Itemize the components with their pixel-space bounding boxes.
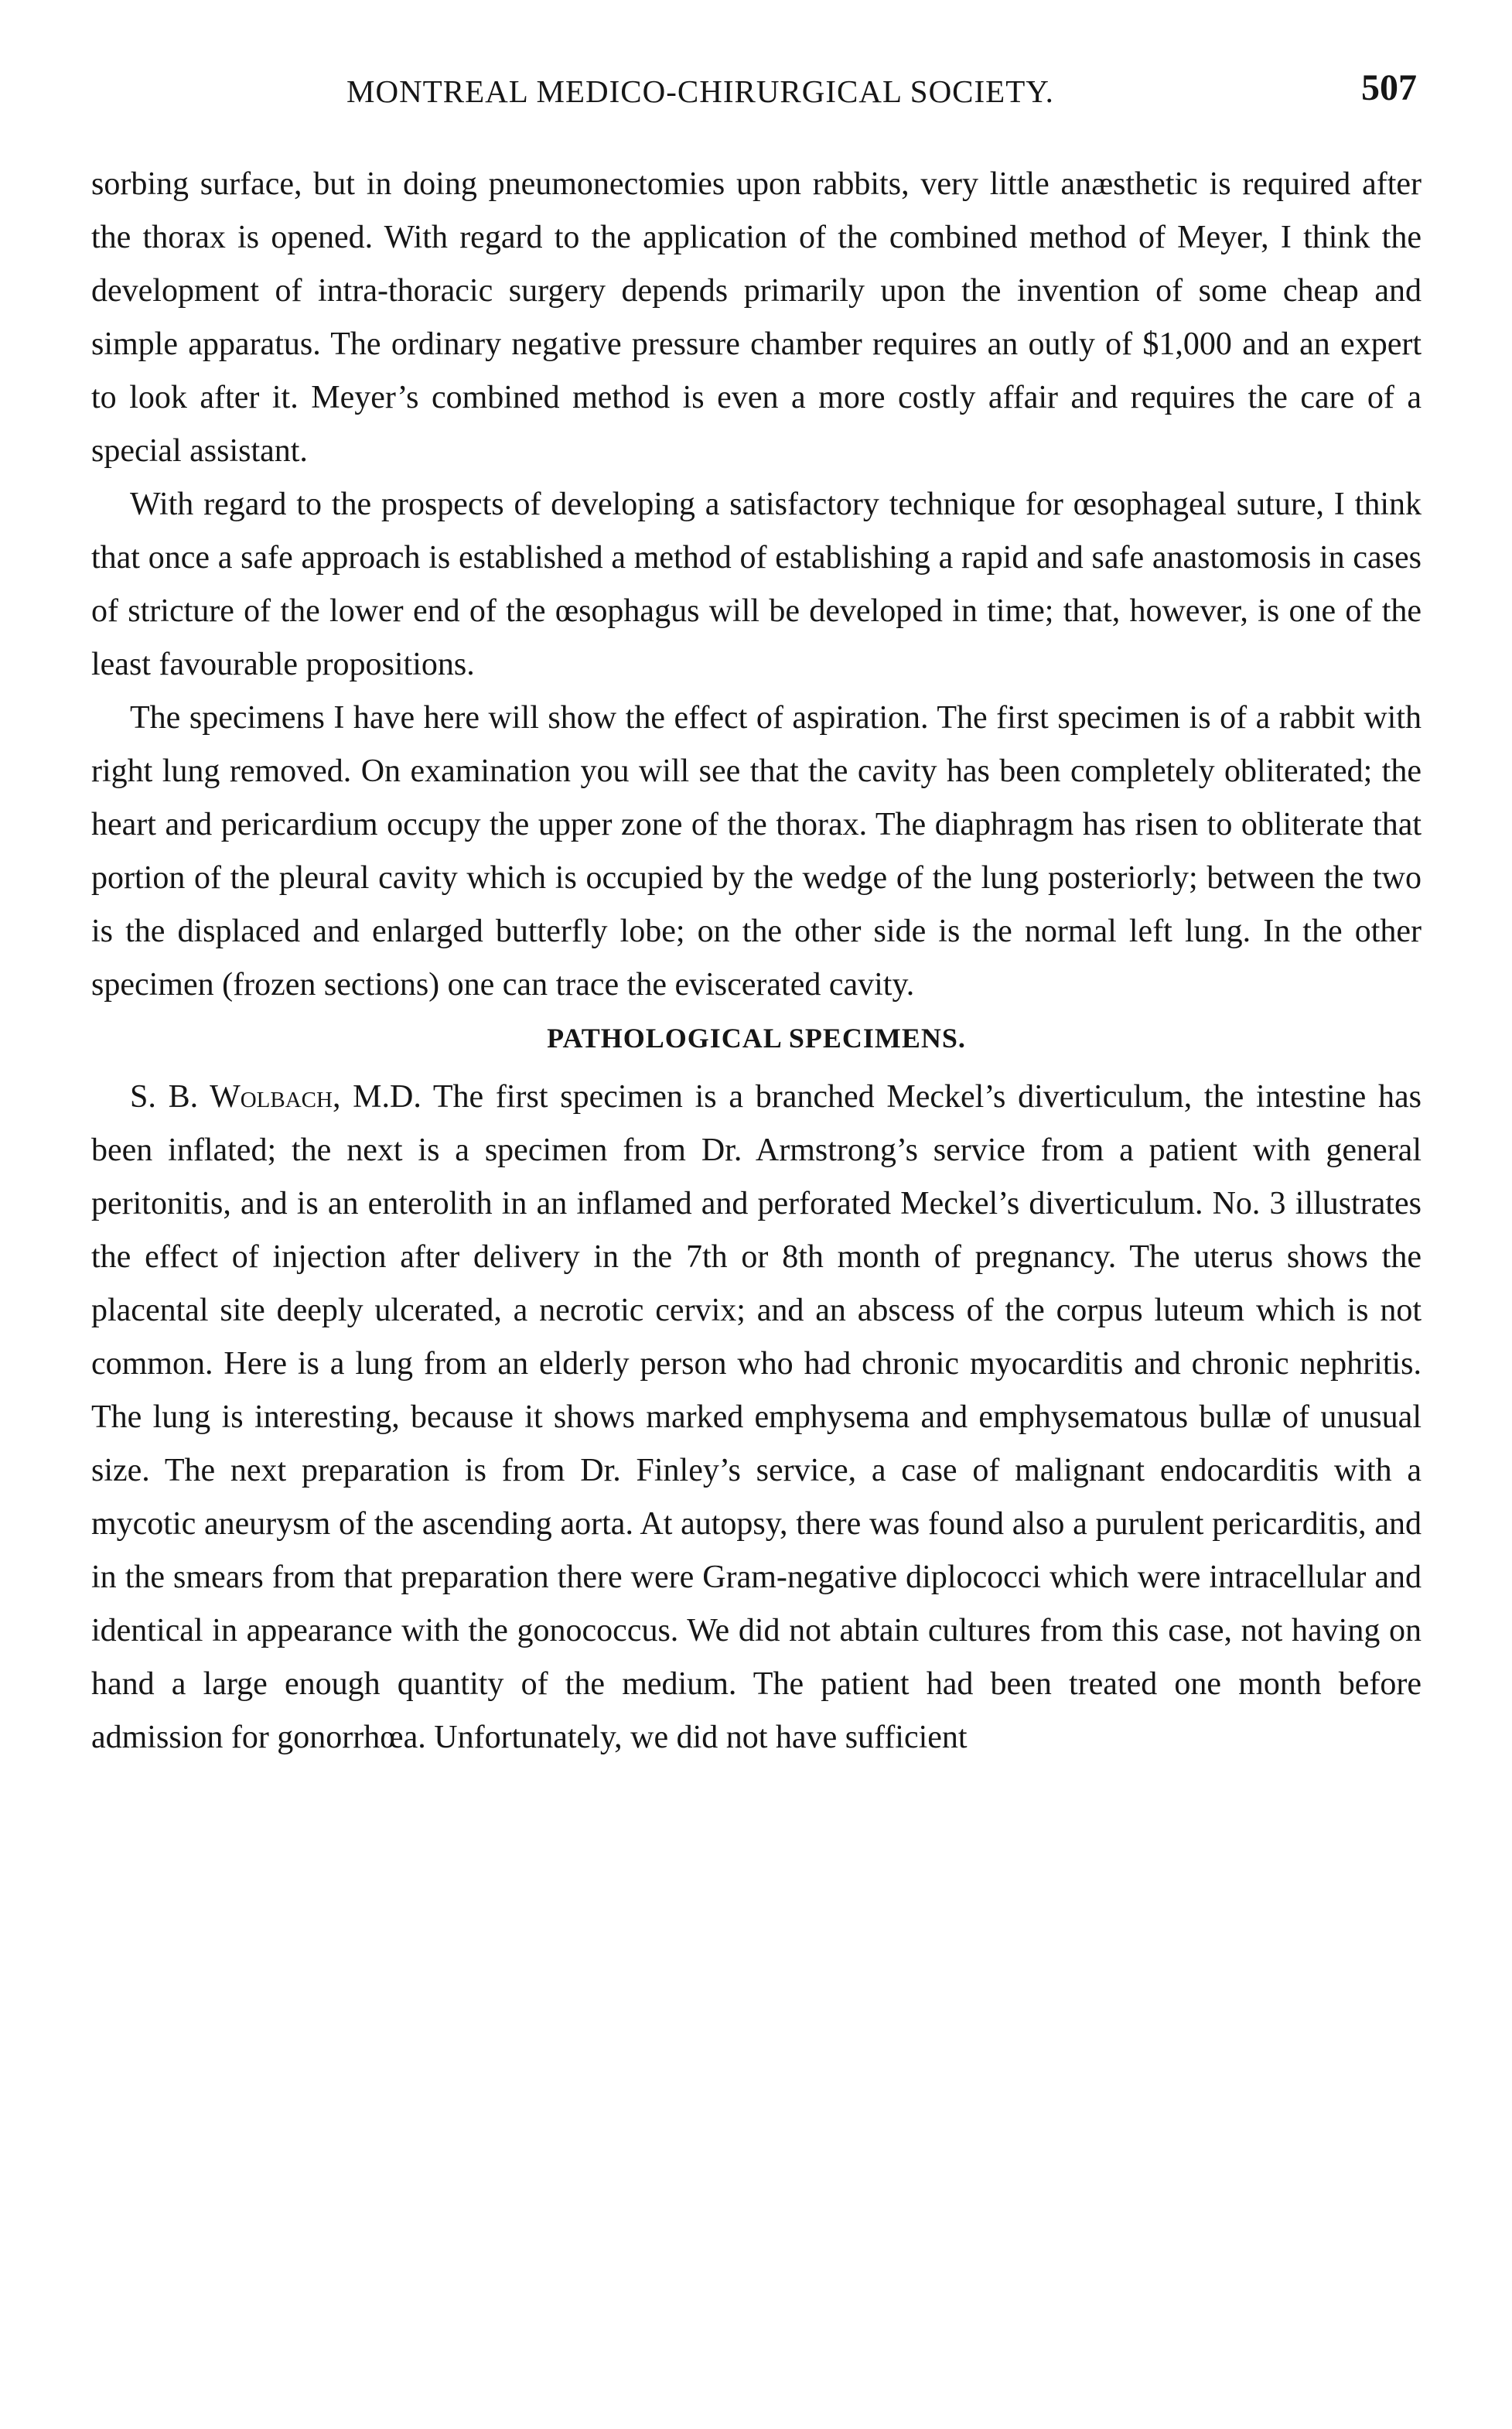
author-name: S. B. Wolbach, M.D. [130, 1079, 422, 1115]
page [91, 67, 1422, 1765]
paragraph-pathological-specimens [91, 1071, 1422, 1765]
running-title: MONTREAL MEDICO-CHIRURGICAL SOCIETY. [346, 73, 1054, 109]
pathological-specimens-text: The first specimen is a branched Meckel’s diverticulum, the intestine has been inflated; the next is a specimen from Dr. Armstrong’s service from a patient with general peritonitis, and is an enterolith in an inflamed and perforated Meckel’s diverticulum. No. 3 illustrates the effect of injection after delivery in the 7th or 8th month of pregnancy. The uterus shows the placental site deeply ulcerated, a necrotic cervix; and an abscess of the corpus luteum which is not common. Here is a lung from an elderly person who had chronic myocarditis and chronic nephritis. The lung is interesting, because it shows marked emphysema and emphysematous bullæ of unusual size. The next preparation is from Dr. Finley’s service, a case of malignant endocarditis with a mycotic aneurysm of the ascending aorta. At autopsy, there was found also a purulent pericarditis, and in the smears from that preparation there were Gram-negative diplococci which were intracellular and identical in appearance with the gonococcus. We did not abtain cultures from this case, not having on hand a large enough quantity of the medium. The patient had been treated one month before admission for gonorrhœa. Unfortunately, we did not have sufficient [91, 1079, 1422, 1755]
paragraph-oesophageal-suture: With regard to the prospects of developing a satisfactory technique for œsophageal suture, I think that once a safe approach is established a method of establishing a rapid and safe anastomosis in cases of stricture of the lower end of the œsophagus will be developed in time; that, however, is one of the least favourable propositions. [91, 487, 1422, 682]
paragraph-specimens-aspiration: The specimens I have here will show the effect of aspiration. The first specimen is of a rabbit with right lung removed. On examination you will see that the cavity has been completely obliterated; the heart and pericardium occupy the upper zone of the thorax. The diaphragm has risen to obliterate that portion of the pleural cavity which is occupied by the wedge of the lung posteriorly; between the two is the displaced and enlarged butterfly lobe; on the other side is the normal left lung. In the other specimen (frozen sections) one can trace the eviscerated cavity. [91, 700, 1422, 1003]
paragraph-anaesthetic: sorbing surface, but in doing pneumonectomies upon rabbits, very little anæsthetic is required after the thorax is opened. With regard to the application of the combined method of Meyer, I think the development of intra-thoracic surgery depends primarily upon the invention of some cheap and simple apparatus. The ordinary negative pressure chamber requires an outly of $1,000 and an expert to look after it. Meyer’s combined method is even a more costly affair and requires the care of a special assistant. [91, 166, 1422, 469]
section-heading: PATHOLOGICAL SPECIMENS. [547, 1023, 966, 1054]
page-number: 507 [1361, 67, 1417, 108]
running-head [91, 67, 1422, 121]
